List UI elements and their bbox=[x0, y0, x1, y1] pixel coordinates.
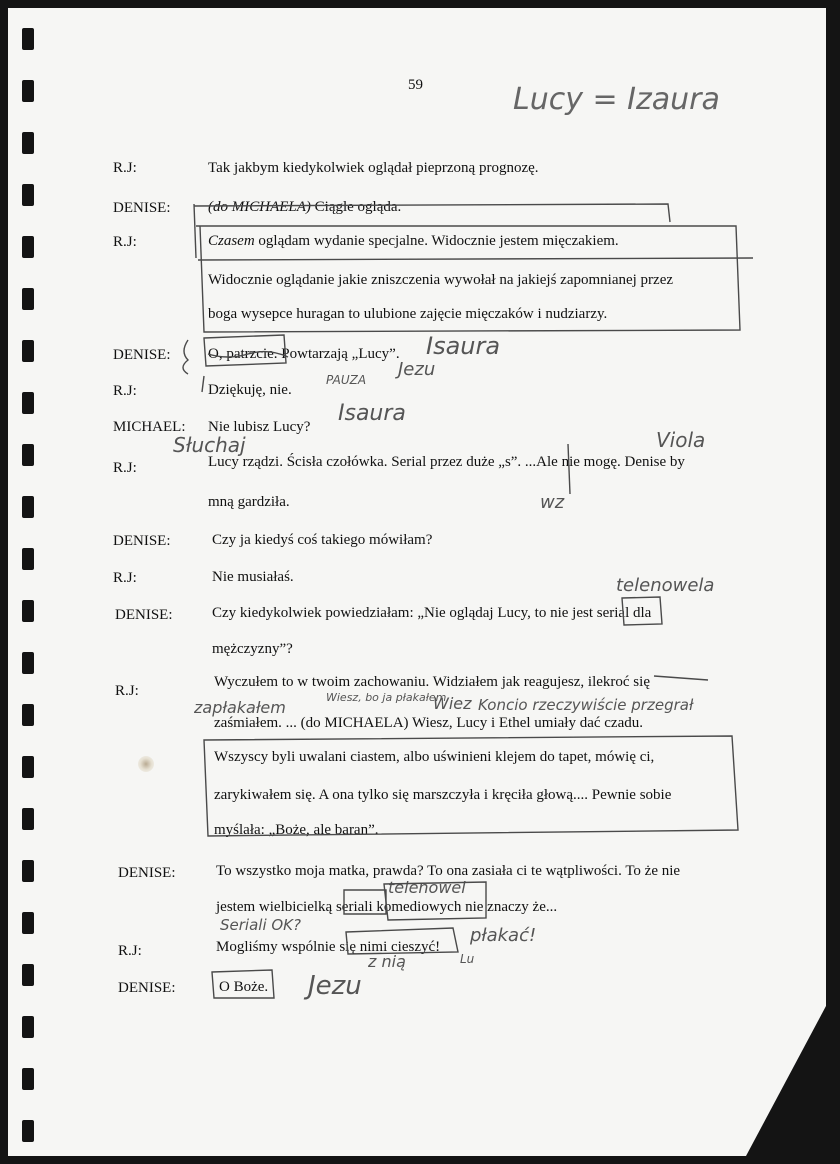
dialogue-line: jestem wielbicielką seriali komediowych nie znaczy że... bbox=[216, 899, 558, 915]
script-page bbox=[8, 8, 826, 1156]
dialogue-line: Nie lubisz Lucy? bbox=[208, 419, 311, 435]
dialogue-line: Dziękuję, nie. bbox=[208, 382, 292, 398]
dialogue-text: Ciągle ogląda. bbox=[310, 199, 402, 215]
handwritten-note: zapłakałem bbox=[194, 698, 286, 717]
handwritten-note: Wiesz, bo ja płakałem bbox=[326, 691, 447, 704]
speaker-label: R.J: bbox=[115, 683, 139, 699]
binding-hole bbox=[22, 1120, 34, 1142]
handwritten-note: Seriali OK? bbox=[220, 916, 301, 934]
speaker-label: DENISE: bbox=[113, 347, 171, 363]
dialogue-line bbox=[208, 199, 401, 216]
handwritten-note: Viola bbox=[656, 428, 706, 452]
dialogue-line: Czy kiedykolwiek powiedziałam: „Nie oglądaj Lucy, to nie jest serial dla bbox=[212, 605, 652, 621]
speaker-label: DENISE: bbox=[113, 200, 171, 216]
handwritten-note: wz bbox=[540, 492, 565, 513]
dialogue-line: Nie musiałaś. bbox=[212, 569, 294, 585]
spiral-binding bbox=[22, 8, 40, 1156]
handwritten-note: telenowel bbox=[388, 878, 466, 897]
binding-hole bbox=[22, 80, 34, 102]
dialogue-line: boga wysepce huragan to ulubione zajęcie mięczaków i nudziarzy. bbox=[208, 306, 608, 322]
binding-hole bbox=[22, 392, 34, 414]
handwritten-note: Koncio rzeczywiście przegrał bbox=[478, 696, 694, 714]
dialogue-line: Wyczułem to w twoim zachowaniu. Widziałem jak reagujesz, ilekroć się bbox=[214, 674, 650, 690]
binding-hole bbox=[22, 444, 34, 466]
binding-hole bbox=[22, 184, 34, 206]
binding-hole bbox=[22, 912, 34, 934]
dialogue-line: Mogliśmy wspólnie się nimi cieszyć! bbox=[216, 939, 441, 955]
bracket-stroke bbox=[183, 340, 188, 374]
dialogue-line: mną gardziła. bbox=[208, 494, 290, 510]
binding-hole bbox=[22, 236, 34, 258]
dialogue-line: zaśmiałem. ... (do MICHAELA) Wiesz, Lucy i Ethel umiały dać czadu. bbox=[214, 715, 643, 731]
speaker-label: R.J: bbox=[113, 160, 137, 176]
handwritten-note: z nią bbox=[368, 952, 406, 971]
dialogue-line: Widocznie oglądanie jakie zniszczenia wywołał na jakiejś zapomnianej przez bbox=[208, 272, 674, 288]
dialogue-line: myślała: „Boże, ale baran”. bbox=[214, 822, 379, 838]
binding-hole bbox=[22, 288, 34, 310]
paper-stain bbox=[138, 756, 154, 772]
binding-hole bbox=[22, 756, 34, 778]
speaker-label: R.J: bbox=[113, 460, 137, 476]
bracket-stroke bbox=[202, 376, 204, 392]
binding-hole bbox=[22, 1068, 34, 1090]
dialogue-line: Wszyscy byli uwalani ciastem, albo uświnieni klejem do tapet, mówię ci, bbox=[214, 749, 655, 765]
handwritten-note-header: Lucy = Izaura bbox=[513, 82, 720, 117]
handwritten-note: Słuchaj bbox=[173, 433, 246, 457]
folded-corner bbox=[746, 1006, 826, 1156]
binding-hole bbox=[22, 132, 34, 154]
binding-hole bbox=[22, 1016, 34, 1038]
speaker-label: DENISE: bbox=[113, 533, 171, 549]
strike-stroke bbox=[654, 676, 708, 680]
binding-hole bbox=[22, 496, 34, 518]
dialogue-line bbox=[208, 233, 619, 250]
binding-hole bbox=[22, 704, 34, 726]
dialogue-line: Czy ja kiedyś coś takiego mówiłam? bbox=[212, 532, 433, 548]
binding-hole bbox=[22, 808, 34, 830]
emphasis-word: Czasem bbox=[208, 233, 255, 249]
handwritten-note: płakać! bbox=[470, 925, 537, 946]
handwritten-note: Isaura bbox=[338, 401, 406, 426]
binding-hole bbox=[22, 340, 34, 362]
dialogue-line: mężczyzny”? bbox=[212, 641, 293, 657]
dialogue-line: O, patrzcie. Powtarzają „Lucy”. bbox=[208, 346, 400, 362]
speaker-label: DENISE: bbox=[118, 980, 176, 996]
speaker-label: DENISE: bbox=[115, 607, 173, 623]
dialogue-line: Lucy rządzi. Ścisła czołówka. Serial przez duże „s”. ...Ale nie mogę. Denise by bbox=[208, 454, 685, 470]
speaker-label: R.J: bbox=[113, 383, 137, 399]
handwritten-note: Jezu bbox=[398, 359, 436, 380]
speaker-label: R.J: bbox=[113, 570, 137, 586]
binding-hole bbox=[22, 652, 34, 674]
dialogue-line: To wszystko moja matka, prawda? To ona zasiała ci te wątpliwości. To że nie bbox=[216, 863, 681, 879]
stage-direction: (do MICHAELA) bbox=[208, 199, 311, 215]
dialogue-line: Tak jakbym kiedykolwiek oglądał pieprzoną prognozę. bbox=[208, 160, 539, 176]
speaker-label: MICHAEL: bbox=[113, 419, 186, 435]
handwritten-note: Lu bbox=[460, 952, 475, 966]
binding-hole bbox=[22, 964, 34, 986]
handwritten-note: Isaura bbox=[426, 332, 501, 360]
speaker-label: DENISE: bbox=[118, 865, 176, 881]
dialogue-line: zarykiwałem się. A ona tylko się marszczyła i kręciła głową.... Pewnie sobie bbox=[214, 787, 672, 803]
binding-hole bbox=[22, 600, 34, 622]
speaker-label: R.J: bbox=[113, 234, 137, 250]
box-stroke bbox=[198, 258, 753, 260]
binding-hole bbox=[22, 860, 34, 882]
dialogue-line: O Boże. bbox=[219, 979, 269, 995]
dialogue-text: oglądam wydanie specjalne. Widocznie jestem mięczakiem. bbox=[254, 233, 619, 249]
handwritten-note: telenowela bbox=[616, 575, 715, 596]
box-stroke bbox=[194, 204, 196, 258]
handwritten-note: Wiez bbox=[433, 694, 472, 713]
binding-hole bbox=[22, 548, 34, 570]
handwritten-note: PAUZA bbox=[326, 373, 367, 387]
page-number: 59 bbox=[408, 77, 423, 93]
speaker-label: R.J: bbox=[118, 943, 142, 959]
binding-hole bbox=[22, 28, 34, 50]
handwritten-note: Jezu bbox=[308, 971, 362, 1001]
